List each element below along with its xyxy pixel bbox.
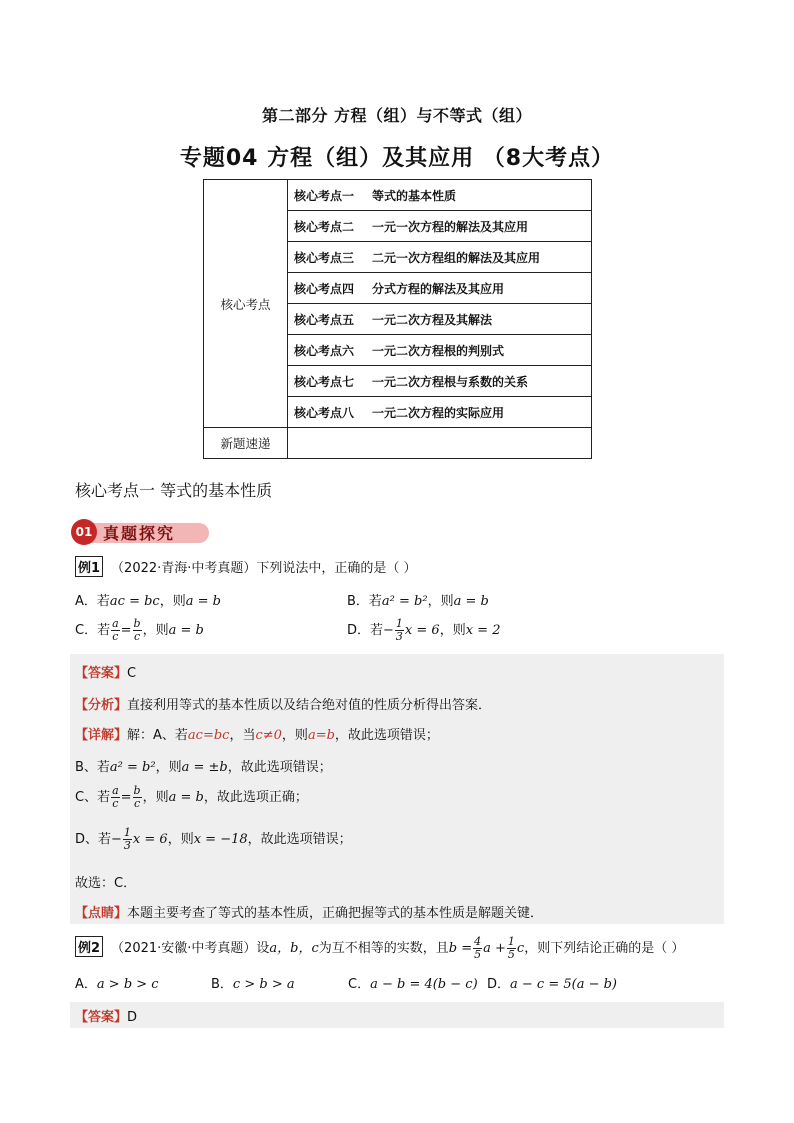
example1-answer: 【答案】C xyxy=(75,666,137,681)
example2-answer: 【答案】D xyxy=(75,1010,138,1025)
example1-option-a: A．若ac = bc，则a = b xyxy=(75,594,221,609)
fraction: $\frac{b}{c}$ xyxy=(133,784,141,810)
example1-option-b: B．若a² = b²，则a = b xyxy=(347,594,489,609)
example2-option-d: D．a − c = 5(a − b) xyxy=(487,977,618,992)
toc-item: 核心考点八 一元二次方程的实际应用 xyxy=(288,397,592,428)
fraction: $\frac{1}{5}$ xyxy=(507,935,515,961)
example2-answer-box xyxy=(70,1002,724,1028)
example1-label: 例1 xyxy=(75,556,103,577)
main-title: 专题04 方程（组）及其应用 （8大考点） xyxy=(179,146,615,171)
example2-option-c: C．a − b = 4(b − c) xyxy=(348,977,478,992)
toc-item: 核心考点四 分式方程的解法及其应用 xyxy=(288,273,592,304)
banner-text: 真题探究 xyxy=(103,524,176,543)
fraction: $\frac{a}{c}$ xyxy=(112,617,119,643)
toc-bottom-value xyxy=(288,428,592,459)
toc-item: 核心考点五 一元二次方程及其解法 xyxy=(288,304,592,335)
part-title: 第二部分 方程（组）与不等式（组） xyxy=(261,106,533,125)
toc-bottom-label: 新题速递 xyxy=(204,428,288,459)
fraction: $\frac{a}{c}$ xyxy=(112,784,119,810)
section-heading: 核心考点一 等式的基本性质 xyxy=(75,481,273,500)
toc-left-label: 核心考点 xyxy=(204,180,288,428)
example1-detail-a: 【详解】解：A、若ac=bc，当c≠0，则a=b，故此选项错误； xyxy=(75,728,439,743)
toc-item: 核心考点七 一元二次方程根与系数的关系 xyxy=(288,366,592,397)
example1-option-d: D．若− $\frac{1}{3}$ x = 6，则x = 2 xyxy=(347,617,501,643)
example2-question: 例2 （2021·安徽·中考真题）设a，b，c为互不相等的实数，且b = $\frac{4}{5}$ a + $\frac{1}{5}$ c，则下列结论正确的是（ ） xyxy=(75,936,684,961)
example1-detail-d: D、若− $\frac{1}{3}$ x = 6，则x = −18，故此选项错误； xyxy=(75,826,352,852)
banner-number: 01 xyxy=(71,519,97,545)
example1-detail-c: C、若 $\frac{a}{c}$ = $\frac{b}{c}$ ，则a = b，故此选项正确； xyxy=(75,784,308,810)
toc-item: 核心考点二 一元一次方程的解法及其应用 xyxy=(288,211,592,242)
toc-table xyxy=(203,179,592,459)
example1-comment: 【点睛】本题主要考查了等式的基本性质，正确把握等式的基本性质是解题关键． xyxy=(75,906,544,921)
example1-analysis: 【分析】直接利用等式的基本性质以及结合绝对值的性质分析得出答案． xyxy=(75,698,492,713)
example2-label: 例2 xyxy=(75,936,103,957)
example1-question: 例1 （2022·青海·中考真题）下列说法中，正确的是（ ） xyxy=(75,556,417,577)
example1-detail-b: B、若a² = b²，则a = ±b，故此选项错误； xyxy=(75,760,332,775)
section-banner xyxy=(71,519,211,545)
toc-item: 核心考点六 一元二次方程根的判别式 xyxy=(288,335,592,366)
example1-option-c: C．若 $\frac{a}{c}$ = $\frac{b}{c}$ ，则a = b xyxy=(75,617,204,643)
example2-option-b: B．c > b > a xyxy=(211,977,295,992)
example2-option-a: A．a > b > c xyxy=(75,977,159,992)
fraction: $\frac{4}{5}$ xyxy=(474,935,482,961)
fraction: $\frac{b}{c}$ xyxy=(133,617,141,643)
fraction: $\frac{1}{3}$ xyxy=(395,617,403,643)
example1-choose: 故选：C． xyxy=(75,876,137,891)
toc-item: 核心考点一 等式的基本性质 xyxy=(288,180,592,211)
toc-item: 核心考点三 二元一次方程组的解法及其应用 xyxy=(288,242,592,273)
fraction: $\frac{1}{3}$ xyxy=(123,826,131,852)
